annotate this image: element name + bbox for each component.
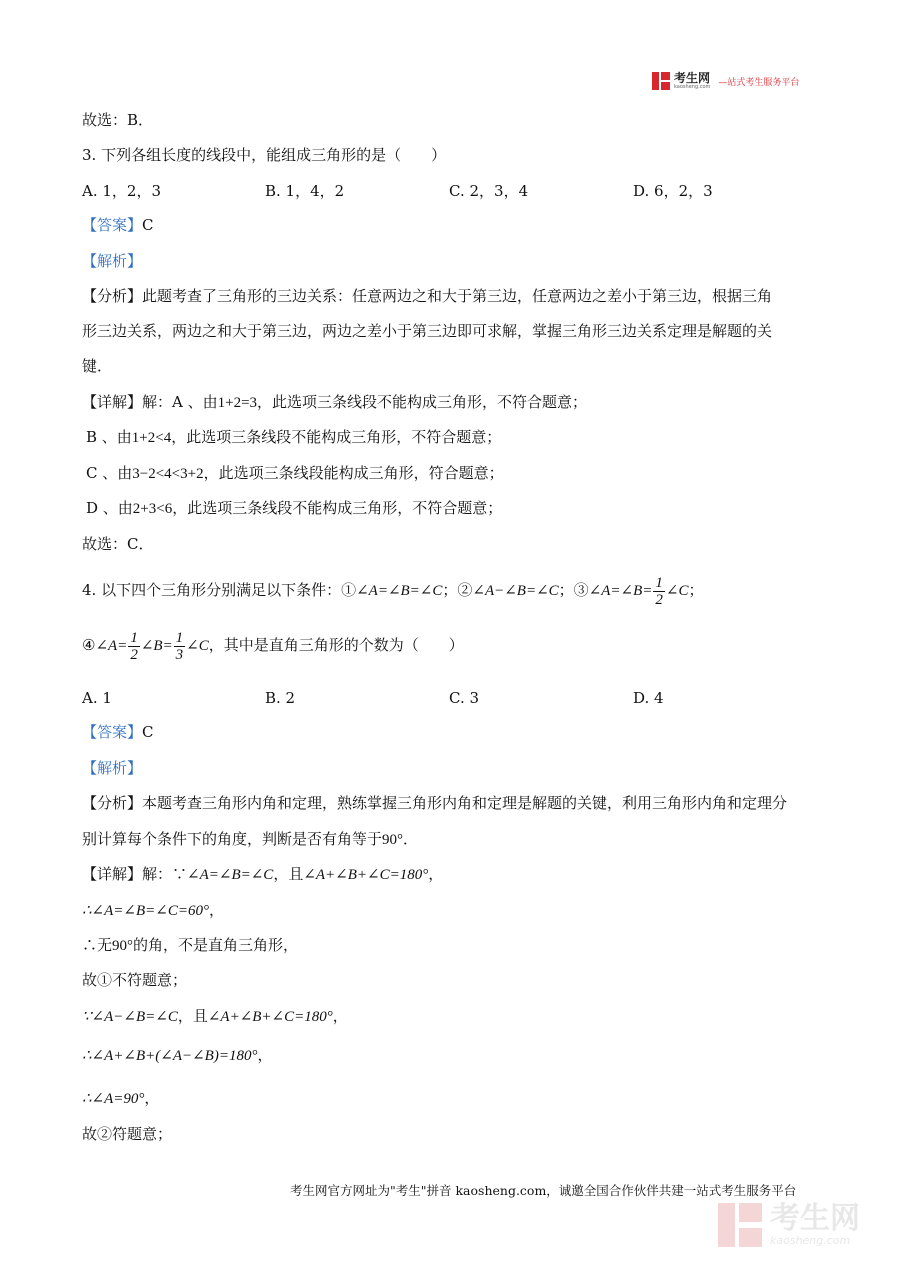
condition-2: ∠A−∠B=∠C xyxy=(472,583,559,599)
condition-1: ∠A=∠B=∠C xyxy=(356,583,443,599)
fraction: $\frac{1}{3}$ xyxy=(175,630,184,664)
header-slogan: —站式考生服务平台 xyxy=(718,77,800,88)
answer-tag: 【答案】 xyxy=(82,723,143,741)
q3-fenxi-2: 形三边关系，两边之和大于第三边，两边之差小于第三边即可求解，掌握三角形三边关系定理是解题的关 xyxy=(82,322,773,340)
q4-stem-line-1: 4. 以下四个三角形分别满足以下条件：①∠A=∠B=∠C；②∠A−∠B=∠C；③∠A=∠B= $\frac{1}{2}$ ∠C； xyxy=(82,575,704,609)
q4-detail-2: ∴∠A=∠B=∠C=60°， xyxy=(82,901,224,919)
q3-fenxi-3: 键． xyxy=(82,357,113,375)
q3-option-b: B. 1，4，2 xyxy=(265,182,345,200)
logo-icon xyxy=(652,72,670,90)
footer-text: 考生网官方网址为"考生"拼音 kaosheng.com，诚邀全国合作伙伴共建一站式考生服务平台 xyxy=(290,1183,797,1198)
q3-detail-4: D 、由2+3<6，此选项三条线段不能构成三角形，不符合题意； xyxy=(86,499,503,517)
logo-sub: kaosheng.com xyxy=(674,84,711,90)
q4-detail-6: ∴∠A+∠B+(∠A−∠B)=180°， xyxy=(82,1046,273,1064)
watermark-logo-icon xyxy=(718,1203,762,1247)
q3-analysis-tag: 【解析】 xyxy=(82,252,143,270)
math-expr: 1+2<4 xyxy=(131,430,172,446)
q2-conclusion: 故选：B． xyxy=(82,111,154,129)
q4-option-b: B. 2 xyxy=(265,689,296,707)
q4-fenxi-1: 【分析】本题考查三角形内角和定理，熟练掌握三角形内角和定理是解题的关键，利用三角形内角和定理分 xyxy=(82,794,788,812)
q3-option-d: D. 6，2，3 xyxy=(633,182,713,200)
q4-detail-3: ∴无90°的角，不是直角三角形， xyxy=(82,936,299,954)
fraction: $\frac{1}{2}$ xyxy=(130,630,138,664)
q3-fenxi-1: 【分析】此题考查了三角形的三边关系：任意两边之和大于第三边，任意两边之差小于第三边，根据三角 xyxy=(82,287,773,305)
q3-answer xyxy=(82,215,154,235)
answer-tag: 【答案】 xyxy=(82,216,143,234)
q4-option-c: C. 3 xyxy=(449,689,480,707)
header-logo xyxy=(652,72,799,90)
q4-detail-1: 【详解】解：∵∠A=∠B=∠C，且∠A+∠B+∠C=180°， xyxy=(82,865,444,883)
q4-detail-5: ∵∠A−∠B=∠C，且∠A+∠B+∠C=180°， xyxy=(82,1007,348,1025)
q4-option-d: D. 4 xyxy=(633,689,664,707)
q3-option-c: C. 2，3，4 xyxy=(449,182,529,200)
q3-detail-1: 【详解】解：A 、由1+2=3，此选项三条线段不能构成三角形，不符合题意； xyxy=(82,393,588,411)
q4-detail-4: 故①不符题意； xyxy=(82,971,188,989)
q3-stem: 3. 下列各组长度的线段中，能组成三角形的是（ ） xyxy=(82,146,447,164)
q3-detail-2: B 、由1+2<4，此选项三条线段不能构成三角形，不符合题意； xyxy=(86,428,502,446)
answer-value: C xyxy=(142,723,154,741)
answer-value: C xyxy=(142,216,154,234)
math-expr: 3−2<4<3+2 xyxy=(132,466,204,482)
q4-stem-line-2: ④∠A= $\frac{1}{2}$ ∠B= $\frac{1}{3}$ ∠C，其中是直角三角形的个数为（ ） xyxy=(82,630,464,664)
q3-conclusion: 故选：C． xyxy=(82,535,154,553)
q3-detail-3: C 、由3−2<4<3+2，此选项三条线段能构成三角形，符合题意； xyxy=(86,464,504,482)
fraction: $\frac{1}{2}$ xyxy=(655,575,663,609)
watermark-text: 考生网 xyxy=(770,1201,860,1236)
watermark-sub: kaosheng.com xyxy=(770,1234,851,1247)
q4-fenxi-2: 别计算每个条件下的角度，判断是否有角等于90°． xyxy=(82,830,419,848)
logo-text: 考生网 xyxy=(674,71,711,85)
q4-detail-7: ∴∠A=90°， xyxy=(82,1089,160,1107)
math-expr: 1+2=3 xyxy=(217,395,258,411)
math-expr: 2+3<6 xyxy=(132,501,173,517)
q4-detail-8: 故②符题意； xyxy=(82,1125,173,1143)
condition-3: ∠A=∠B= $\frac{1}{2}$ ∠C xyxy=(588,575,689,609)
q4-answer xyxy=(82,722,154,742)
q4-option-a: A. 1 xyxy=(82,689,112,707)
q3-option-a: A. 1，2，3 xyxy=(82,182,161,200)
q4-analysis-tag: 【解析】 xyxy=(82,759,143,777)
watermark xyxy=(718,1203,860,1247)
condition-4: ∠A= $\frac{1}{2}$ ∠B= $\frac{1}{3}$ ∠C xyxy=(95,630,209,664)
